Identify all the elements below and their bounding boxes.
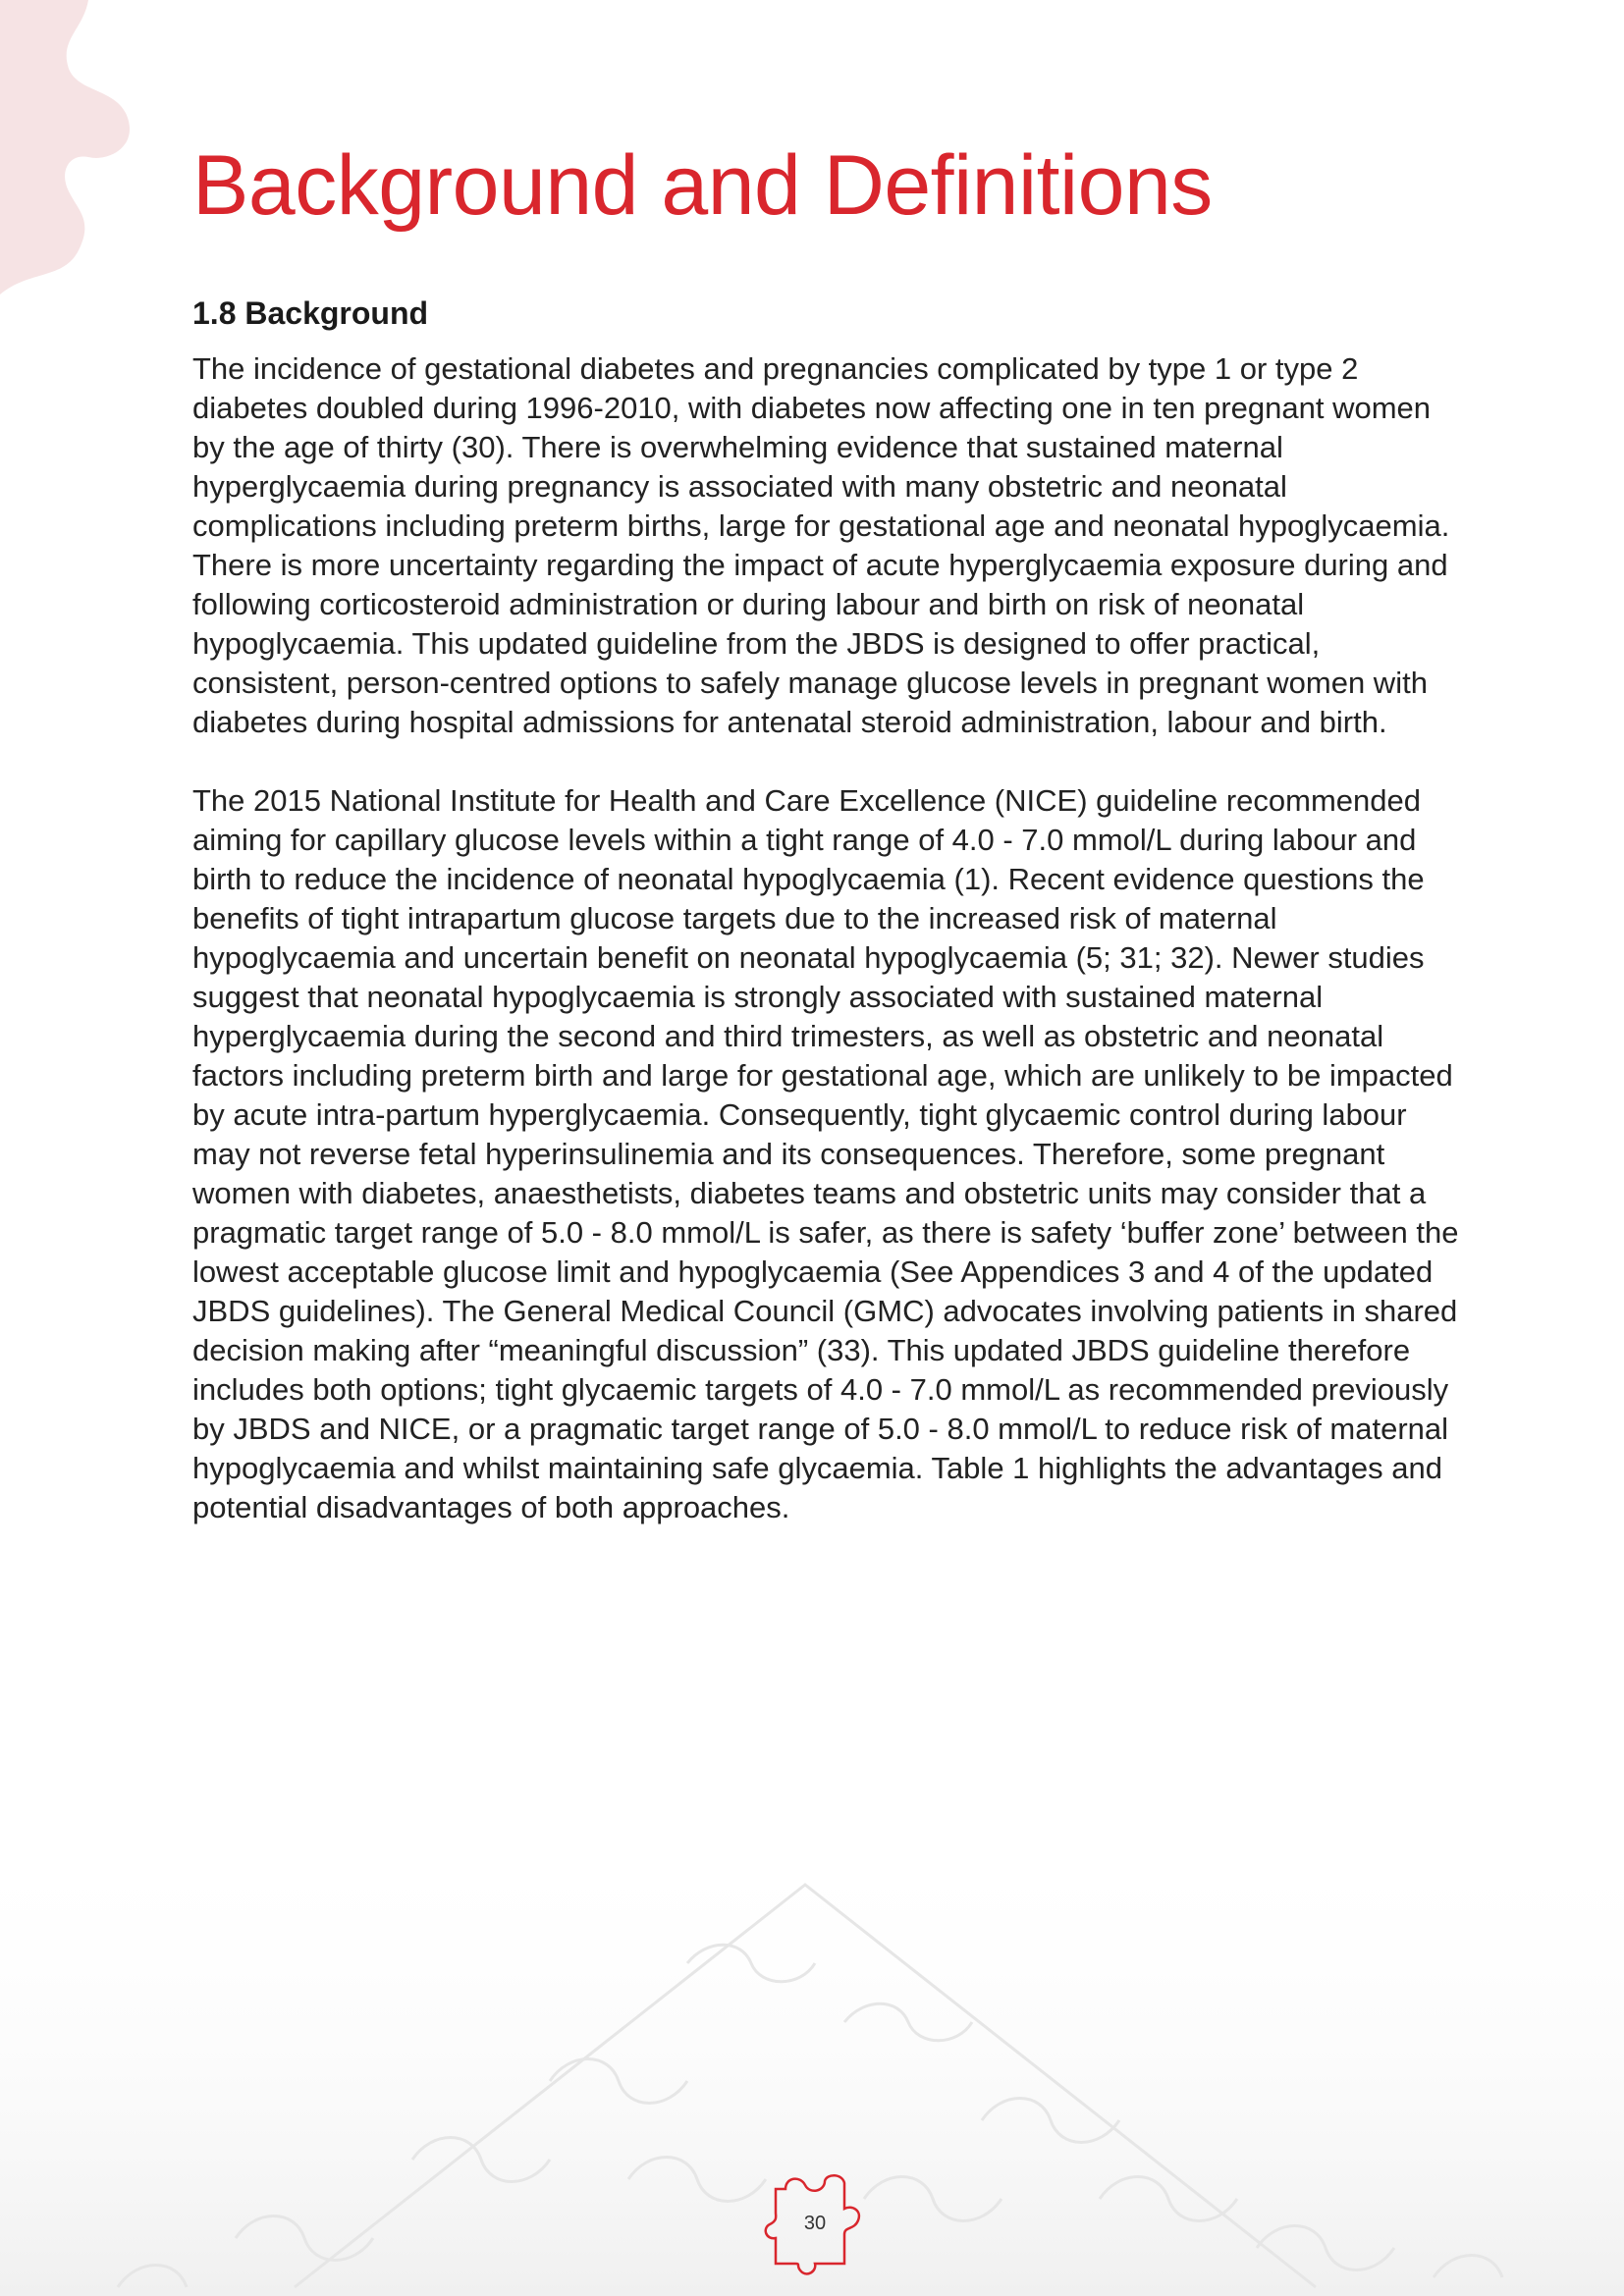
page-content xyxy=(192,137,1459,1558)
body-paragraph-1: The incidence of gestational diabetes and pregnancies complicated by type 1 or type 2 diabetes doubled during 1996-2010, with diabetes now affecting one in ten pregnant women by the age of thirty (30). There is overwhelming evidence that sustained maternal hyperglycaemia during pregnancy is associated with many obstetric and neonatal complications including preterm births, large for gestational age and neonatal hypoglycaemia. There is more uncertainty regarding the impact of acute hyperglycaemia exposure during and following corticosteroid administration or during labour and birth on risk of neonatal hypoglycaemia. This updated guideline from the JBDS is designed to offer practical, consistent, person-centred options to safely manage glucose levels in pregnant women with diabetes during hospital admissions for antenatal steroid administration, labour and birth. xyxy=(192,350,1450,739)
puzzle-piece-corner-icon xyxy=(0,0,137,314)
page-title: Background and Definitions xyxy=(192,138,1213,233)
page-number-marker xyxy=(756,2169,874,2277)
page-number: 30 xyxy=(803,2213,827,2234)
body-paragraph-2: The 2015 National Institute for Health and Care Excellence (NICE) guideline recommended aiming for capillary glucose levels within a tight range of 4.0 - 7.0 mmol/L during labour and birth to reduce the incidence of neonatal hypoglycaemia (1). Recent evidence questions the benefits of tight intrapartum glucose targets due to the increased risk of maternal hypoglycaemia and uncertain benefit on neonatal hypoglycaemia (5; 31; 32). Newer studies suggest that neonatal hypoglycaemia is strongly associated with sustained maternal hyperglycaemia during the second and third trimesters, as well as obstetric and neonatal factors including preterm birth and large for gestational age, which are unlikely to be impacted by acute intra-partum hyperglycaemia. Consequently, tight glycaemic control during labour may not reverse fetal hyperinsulinemia and its consequences. Therefore, some pregnant women with diabetes, anaesthetists, diabetes teams and obstetric units may consider that a pragmatic target range of 5.0 - 8.0 mmol/L is safer, as there is safety ‘buffer zone’ between the lowest acceptable glucose limit and hypoglycaemia (See Appendices 3 and 4 of the updated JBDS guidelines). The General Medical Council (GMC) advocates involving patients in shared decision making after “meaningful discussion” (33). This updated JBDS guideline therefore includes both options; tight glycaemic targets of 4.0 - 7.0 mmol/L as recommended previously by JBDS and NICE, or a pragmatic target range of 5.0 - 8.0 mmol/L to reduce risk of maternal hypoglycaemia and whilst maintaining safe glycaemia. Table 1 highlights the advantages and potential disadvantages of both approaches. xyxy=(192,782,1459,1524)
section-heading: 1.8 Background xyxy=(192,294,429,331)
